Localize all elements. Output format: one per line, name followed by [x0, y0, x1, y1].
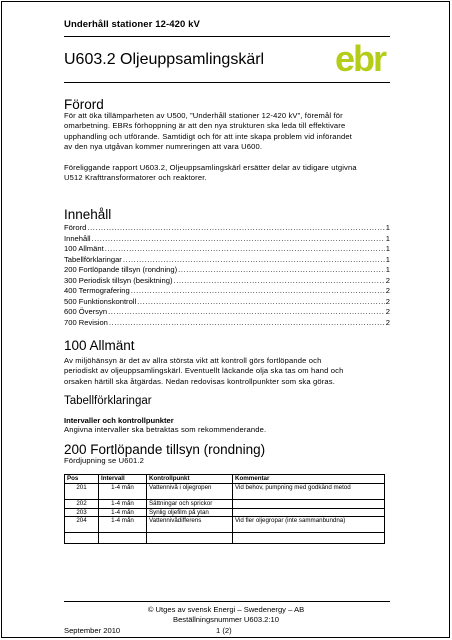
cell-kommentar: Vid behov, pumpning med godkänd metod: [233, 484, 385, 500]
toc-leader: [105, 244, 385, 255]
column-header-pos: Pos: [65, 475, 99, 484]
toc-leader: [173, 276, 384, 287]
toc-item[interactable]: [64, 244, 390, 255]
cell-pos: 203: [65, 508, 99, 517]
toc-label: Tabellförklaringar: [64, 254, 122, 264]
toc-label: 300 Periodisk tillsyn (besiktning): [64, 275, 173, 285]
cell-empty: [65, 533, 99, 544]
header-rule: [64, 82, 390, 83]
allmant-paragraph: [64, 356, 394, 387]
text-line: Av miljöhänsyn är det av allra största vikt att kontroll görs fortlöpande och: [64, 356, 322, 365]
cell-intervall: 1-4 mån: [99, 484, 147, 500]
column-header-kontrollpunkt: Kontrollpunkt: [147, 475, 233, 484]
toc-label: 400 Termografering: [64, 286, 130, 295]
cell-kommentar: [233, 508, 385, 517]
footer-publisher: © Utges av svensk Energi – Swedenergy – AB: [147, 605, 305, 614]
toc-leader: [109, 318, 385, 329]
toc-page: 2: [385, 296, 390, 306]
text-line: För att öka tillämparheten av U500, ”Underhåll stationer 12-420 kV”, föremål för: [64, 111, 343, 120]
table-row: [65, 484, 385, 500]
toc-item[interactable]: [64, 223, 390, 234]
cell-empty: [233, 533, 385, 544]
toc-item[interactable]: [64, 234, 390, 245]
cell-intervall: 1-4 mån: [99, 508, 147, 517]
table-header-row: [65, 475, 385, 484]
cell-kommentar: [233, 500, 385, 509]
toc-leader: [178, 265, 385, 276]
table-row: [65, 517, 385, 533]
text-line: U512 Krafttransformatorer och reaktorer.: [64, 173, 207, 183]
text-line: av den nya utgåvan kommer numreringen att vara U600.: [64, 142, 263, 152]
table-of-contents: [64, 223, 390, 328]
ebr-logo: [334, 38, 396, 76]
table-row: [65, 508, 385, 517]
table-row-empty: [65, 533, 385, 544]
tabell-paragraph: Angivna intervaller ska betraktas som rekommenderande.: [64, 425, 267, 434]
toc-label: Innehåll: [64, 233, 91, 243]
toc-item[interactable]: [64, 276, 390, 287]
footer-order-number: Beställningsnummer U603.2:10: [173, 615, 279, 624]
text-line: omarbetning. EBRs förhoppning är att den nya strukturen ska leda till effektivare: [64, 121, 346, 131]
toc-label: 700 Revision: [64, 317, 108, 327]
toc-label: 100 Allmänt: [64, 244, 104, 253]
tabell-subheading: Intervaller och kontrollpunkter: [64, 416, 174, 425]
logo-text: ebr: [335, 38, 386, 76]
toc-leader: [137, 297, 385, 308]
toc-page: 2: [385, 317, 390, 327]
cell-kontrollpunkt: Sättningar och sprickor: [147, 500, 233, 509]
toc-page: 1: [385, 223, 390, 232]
text-line: Föreliggande rapport U603.2, Oljeuppsamlingskärl ersätter delar av tidigare utgivna: [64, 163, 357, 172]
toc-item[interactable]: [64, 286, 390, 297]
cell-pos: 202: [65, 500, 99, 509]
column-header-kommentar: Kommentar: [233, 475, 385, 484]
inspection-table: [64, 474, 385, 544]
text-line: periodiskt av oljeuppsamlingskärl. Eventuellt läckande olja ska tas om hand och: [64, 366, 344, 376]
toc-label: Förord: [64, 223, 87, 232]
cell-kontrollpunkt: Synlig oljefilm på ytan: [147, 508, 233, 517]
footer-divider: [64, 601, 390, 602]
toc-page: 2: [385, 275, 390, 285]
header-divider: [64, 36, 390, 37]
footer-page-number: 1 (2): [216, 626, 232, 635]
document-title: U603.2 Oljeuppsamlingskärl: [64, 51, 265, 68]
toc-label: 600 Översyn: [64, 307, 108, 316]
cell-pos: 201: [65, 484, 99, 500]
cell-intervall: 1-4 mån: [99, 517, 147, 533]
toc-leader: [108, 307, 385, 318]
toc-page: 1: [385, 244, 390, 253]
toc-label: 200 Fortlöpande tillsyn (rondning): [64, 265, 178, 274]
toc-page: 2: [385, 307, 390, 316]
forord-paragraph-1: [64, 111, 394, 153]
cell-pos: 204: [65, 517, 99, 533]
toc-leader: [92, 234, 385, 245]
forord-paragraph-2: [64, 163, 394, 184]
cell-empty: [147, 533, 233, 544]
column-header-intervall: Intervall: [99, 475, 147, 484]
cell-kontrollpunkt: Vattennivå i oljegropen: [147, 484, 233, 500]
forord-heading: Förord: [64, 97, 104, 112]
innehall-heading: Innehåll: [64, 207, 112, 222]
header-top-title: Underhåll stationer 12-420 kV: [64, 19, 200, 30]
text-line: orsaken härtill ska åtgärdas. Nedan redovisas kontrollpunkter som ska göras.: [64, 376, 335, 386]
toc-item[interactable]: [64, 297, 390, 308]
toc-leader: [131, 286, 385, 297]
tabell-heading: Tabellförklaringar: [64, 395, 152, 407]
toc-page: 2: [385, 286, 390, 295]
toc-item[interactable]: [64, 255, 390, 266]
toc-item[interactable]: [64, 318, 390, 329]
toc-item[interactable]: [64, 265, 390, 276]
cell-intervall: 1-4 mån: [99, 500, 147, 509]
cell-empty: [99, 533, 147, 544]
cell-kommentar: Vid fler oljegropar (inte sammanbundna): [233, 517, 385, 533]
toc-item[interactable]: [64, 307, 390, 318]
table-row: [65, 500, 385, 509]
toc-leader: [87, 223, 384, 234]
text-line: upphandling och utförande. Samtidigt och för att inte skapa problem vid införandet: [64, 131, 352, 141]
toc-page: 1: [385, 233, 390, 243]
rondning-subtext: Fördjupning se U601.2: [64, 456, 144, 465]
toc-page: 1: [385, 254, 390, 264]
footer-date: September 2010: [64, 626, 121, 635]
toc-label: 500 Funktionskontroll: [64, 296, 137, 306]
toc-leader: [123, 255, 385, 266]
allmant-heading: 100 Allmänt: [64, 338, 135, 353]
toc-page: 1: [385, 265, 390, 274]
cell-kontrollpunkt: Vattennivådifferens: [147, 517, 233, 533]
rondning-heading: 200 Fortlöpande tillsyn (rondning): [64, 442, 266, 457]
